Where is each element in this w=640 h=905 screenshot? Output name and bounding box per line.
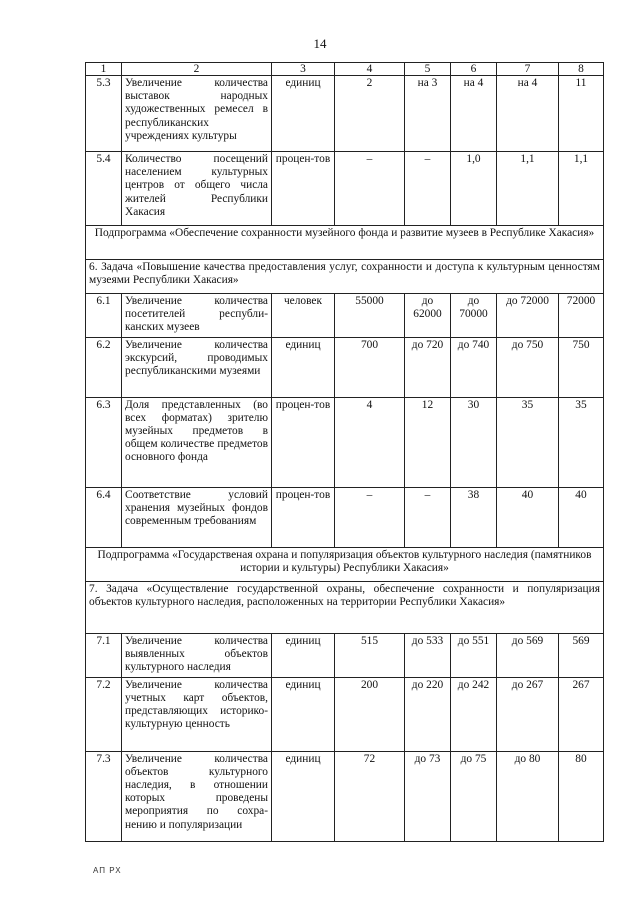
value-col-5: до 62000 bbox=[405, 294, 451, 338]
task-title: 6. Задача «Повышение качества предоставления услуг, сохранности и доступа к культурным ценностям музеями Республики Хакасия» bbox=[86, 260, 604, 294]
unit-cell: процен-тов bbox=[272, 152, 335, 226]
column-header: 3 bbox=[272, 63, 335, 76]
indicator-name: Увеличение количества экскурсий, проводимых республиканскими музеями bbox=[122, 337, 272, 397]
value-col-6: 38 bbox=[451, 487, 497, 547]
value-col-7: до 80 bbox=[497, 751, 559, 841]
table-row bbox=[86, 397, 604, 487]
value-col-4: 700 bbox=[335, 337, 405, 397]
value-col-5: на 3 bbox=[405, 76, 451, 152]
task-row bbox=[86, 581, 604, 633]
value-col-7: до 569 bbox=[497, 633, 559, 677]
subprogram-title: Подпрограмма «Государственая охрана и популяризация объектов культурного наследия (памятников истории и культуры) Республики Хакасия» bbox=[86, 547, 604, 581]
column-header: 2 bbox=[122, 63, 272, 76]
value-col-4: 515 bbox=[335, 633, 405, 677]
subprogram-row bbox=[86, 547, 604, 581]
value-col-8: 11 bbox=[559, 76, 604, 152]
unit-cell: единиц bbox=[272, 337, 335, 397]
indicator-name: Увеличение количества посетителей республи-канских музеев bbox=[122, 294, 272, 338]
indicator-name: Увеличение количества выявленных объектов культурного наследия bbox=[122, 633, 272, 677]
value-col-5: до 220 bbox=[405, 677, 451, 751]
unit-cell: процен-тов bbox=[272, 487, 335, 547]
value-col-5: до 720 bbox=[405, 337, 451, 397]
value-col-8: 80 bbox=[559, 751, 604, 841]
value-col-6: 1,0 bbox=[451, 152, 497, 226]
unit-cell: единиц bbox=[272, 751, 335, 841]
value-col-4: – bbox=[335, 487, 405, 547]
row-number: 7.3 bbox=[86, 751, 122, 841]
value-col-6: до 75 bbox=[451, 751, 497, 841]
column-header: 7 bbox=[497, 63, 559, 76]
value-col-6: до 70000 bbox=[451, 294, 497, 338]
value-col-7: 1,1 bbox=[497, 152, 559, 226]
value-col-5: – bbox=[405, 152, 451, 226]
value-col-6: до 740 bbox=[451, 337, 497, 397]
indicator-name: Увеличение количества учетных карт объектов, представляющих историко-культурную ценность bbox=[122, 677, 272, 751]
value-col-8: 35 bbox=[559, 397, 604, 487]
value-col-7: до 750 bbox=[497, 337, 559, 397]
value-col-6: до 551 bbox=[451, 633, 497, 677]
row-number: 6.4 bbox=[86, 487, 122, 547]
column-header-row bbox=[86, 63, 604, 76]
task-row bbox=[86, 260, 604, 294]
value-col-8: 72000 bbox=[559, 294, 604, 338]
value-col-4: 2 bbox=[335, 76, 405, 152]
unit-cell: единиц bbox=[272, 677, 335, 751]
table-row bbox=[86, 76, 604, 152]
value-col-5: до 533 bbox=[405, 633, 451, 677]
value-col-4: 72 bbox=[335, 751, 405, 841]
indicator-name: Соответствие условий хранения музейных фондов современным требованиям bbox=[122, 487, 272, 547]
subprogram-title: Подпрограмма «Обеспечение сохранности музейного фонда и развитие музеев в Республике Хакасия» bbox=[86, 226, 604, 260]
indicator-name: Количество посещений населением культурных центров от общего числа жителей Республики Хакасия bbox=[122, 152, 272, 226]
indicator-name: Доля представленных (во всех форматах) зрителю музейных предметов в общем количестве предметов основного фонда bbox=[122, 397, 272, 487]
value-col-5: 12 bbox=[405, 397, 451, 487]
table-row bbox=[86, 677, 604, 751]
indicators-table bbox=[85, 62, 604, 842]
table-row bbox=[86, 337, 604, 397]
value-col-8: 569 bbox=[559, 633, 604, 677]
row-number: 7.1 bbox=[86, 633, 122, 677]
value-col-6: 30 bbox=[451, 397, 497, 487]
value-col-8: 267 bbox=[559, 677, 604, 751]
value-col-8: 40 bbox=[559, 487, 604, 547]
subprogram-row bbox=[86, 226, 604, 260]
value-col-7: до 267 bbox=[497, 677, 559, 751]
value-col-4: 200 bbox=[335, 677, 405, 751]
value-col-4: 55000 bbox=[335, 294, 405, 338]
indicator-name: Увеличение количества выставок народных художественных ремесел в республиканских учреждениях культуры bbox=[122, 76, 272, 152]
table-row bbox=[86, 152, 604, 226]
value-col-8: 750 bbox=[559, 337, 604, 397]
table-row bbox=[86, 751, 604, 841]
unit-cell: процен-тов bbox=[272, 397, 335, 487]
indicator-name: Увеличение количества объектов культурного наследия, в отношении которых проведены мероприятия по сохра-нению и популяризации bbox=[122, 751, 272, 841]
column-header: 5 bbox=[405, 63, 451, 76]
footer-stamp: АП РХ bbox=[93, 866, 122, 875]
row-number: 5.3 bbox=[86, 76, 122, 152]
column-header: 1 bbox=[86, 63, 122, 76]
row-number: 7.2 bbox=[86, 677, 122, 751]
row-number: 6.2 bbox=[86, 337, 122, 397]
row-number: 6.3 bbox=[86, 397, 122, 487]
row-number: 5.4 bbox=[86, 152, 122, 226]
table-row bbox=[86, 633, 604, 677]
task-title: 7. Задача «Осуществление государственной охраны, обеспечение сохранности и популяризация объектов культурного наследия, расположенных на территории Республики Хакасия» bbox=[86, 581, 604, 633]
value-col-7: 40 bbox=[497, 487, 559, 547]
page-number: 14 bbox=[313, 36, 327, 51]
table-row bbox=[86, 294, 604, 338]
column-header: 6 bbox=[451, 63, 497, 76]
value-col-5: – bbox=[405, 487, 451, 547]
value-col-8: 1,1 bbox=[559, 152, 604, 226]
unit-cell: человек bbox=[272, 294, 335, 338]
table-row bbox=[86, 487, 604, 547]
value-col-7: на 4 bbox=[497, 76, 559, 152]
unit-cell: единиц bbox=[272, 633, 335, 677]
value-col-4: 4 bbox=[335, 397, 405, 487]
value-col-4: – bbox=[335, 152, 405, 226]
unit-cell: единиц bbox=[272, 76, 335, 152]
value-col-7: до 72000 bbox=[497, 294, 559, 338]
value-col-6: до 242 bbox=[451, 677, 497, 751]
value-col-5: до 73 bbox=[405, 751, 451, 841]
row-number: 6.1 bbox=[86, 294, 122, 338]
value-col-6: на 4 bbox=[451, 76, 497, 152]
column-header: 8 bbox=[559, 63, 604, 76]
value-col-7: 35 bbox=[497, 397, 559, 487]
column-header: 4 bbox=[335, 63, 405, 76]
